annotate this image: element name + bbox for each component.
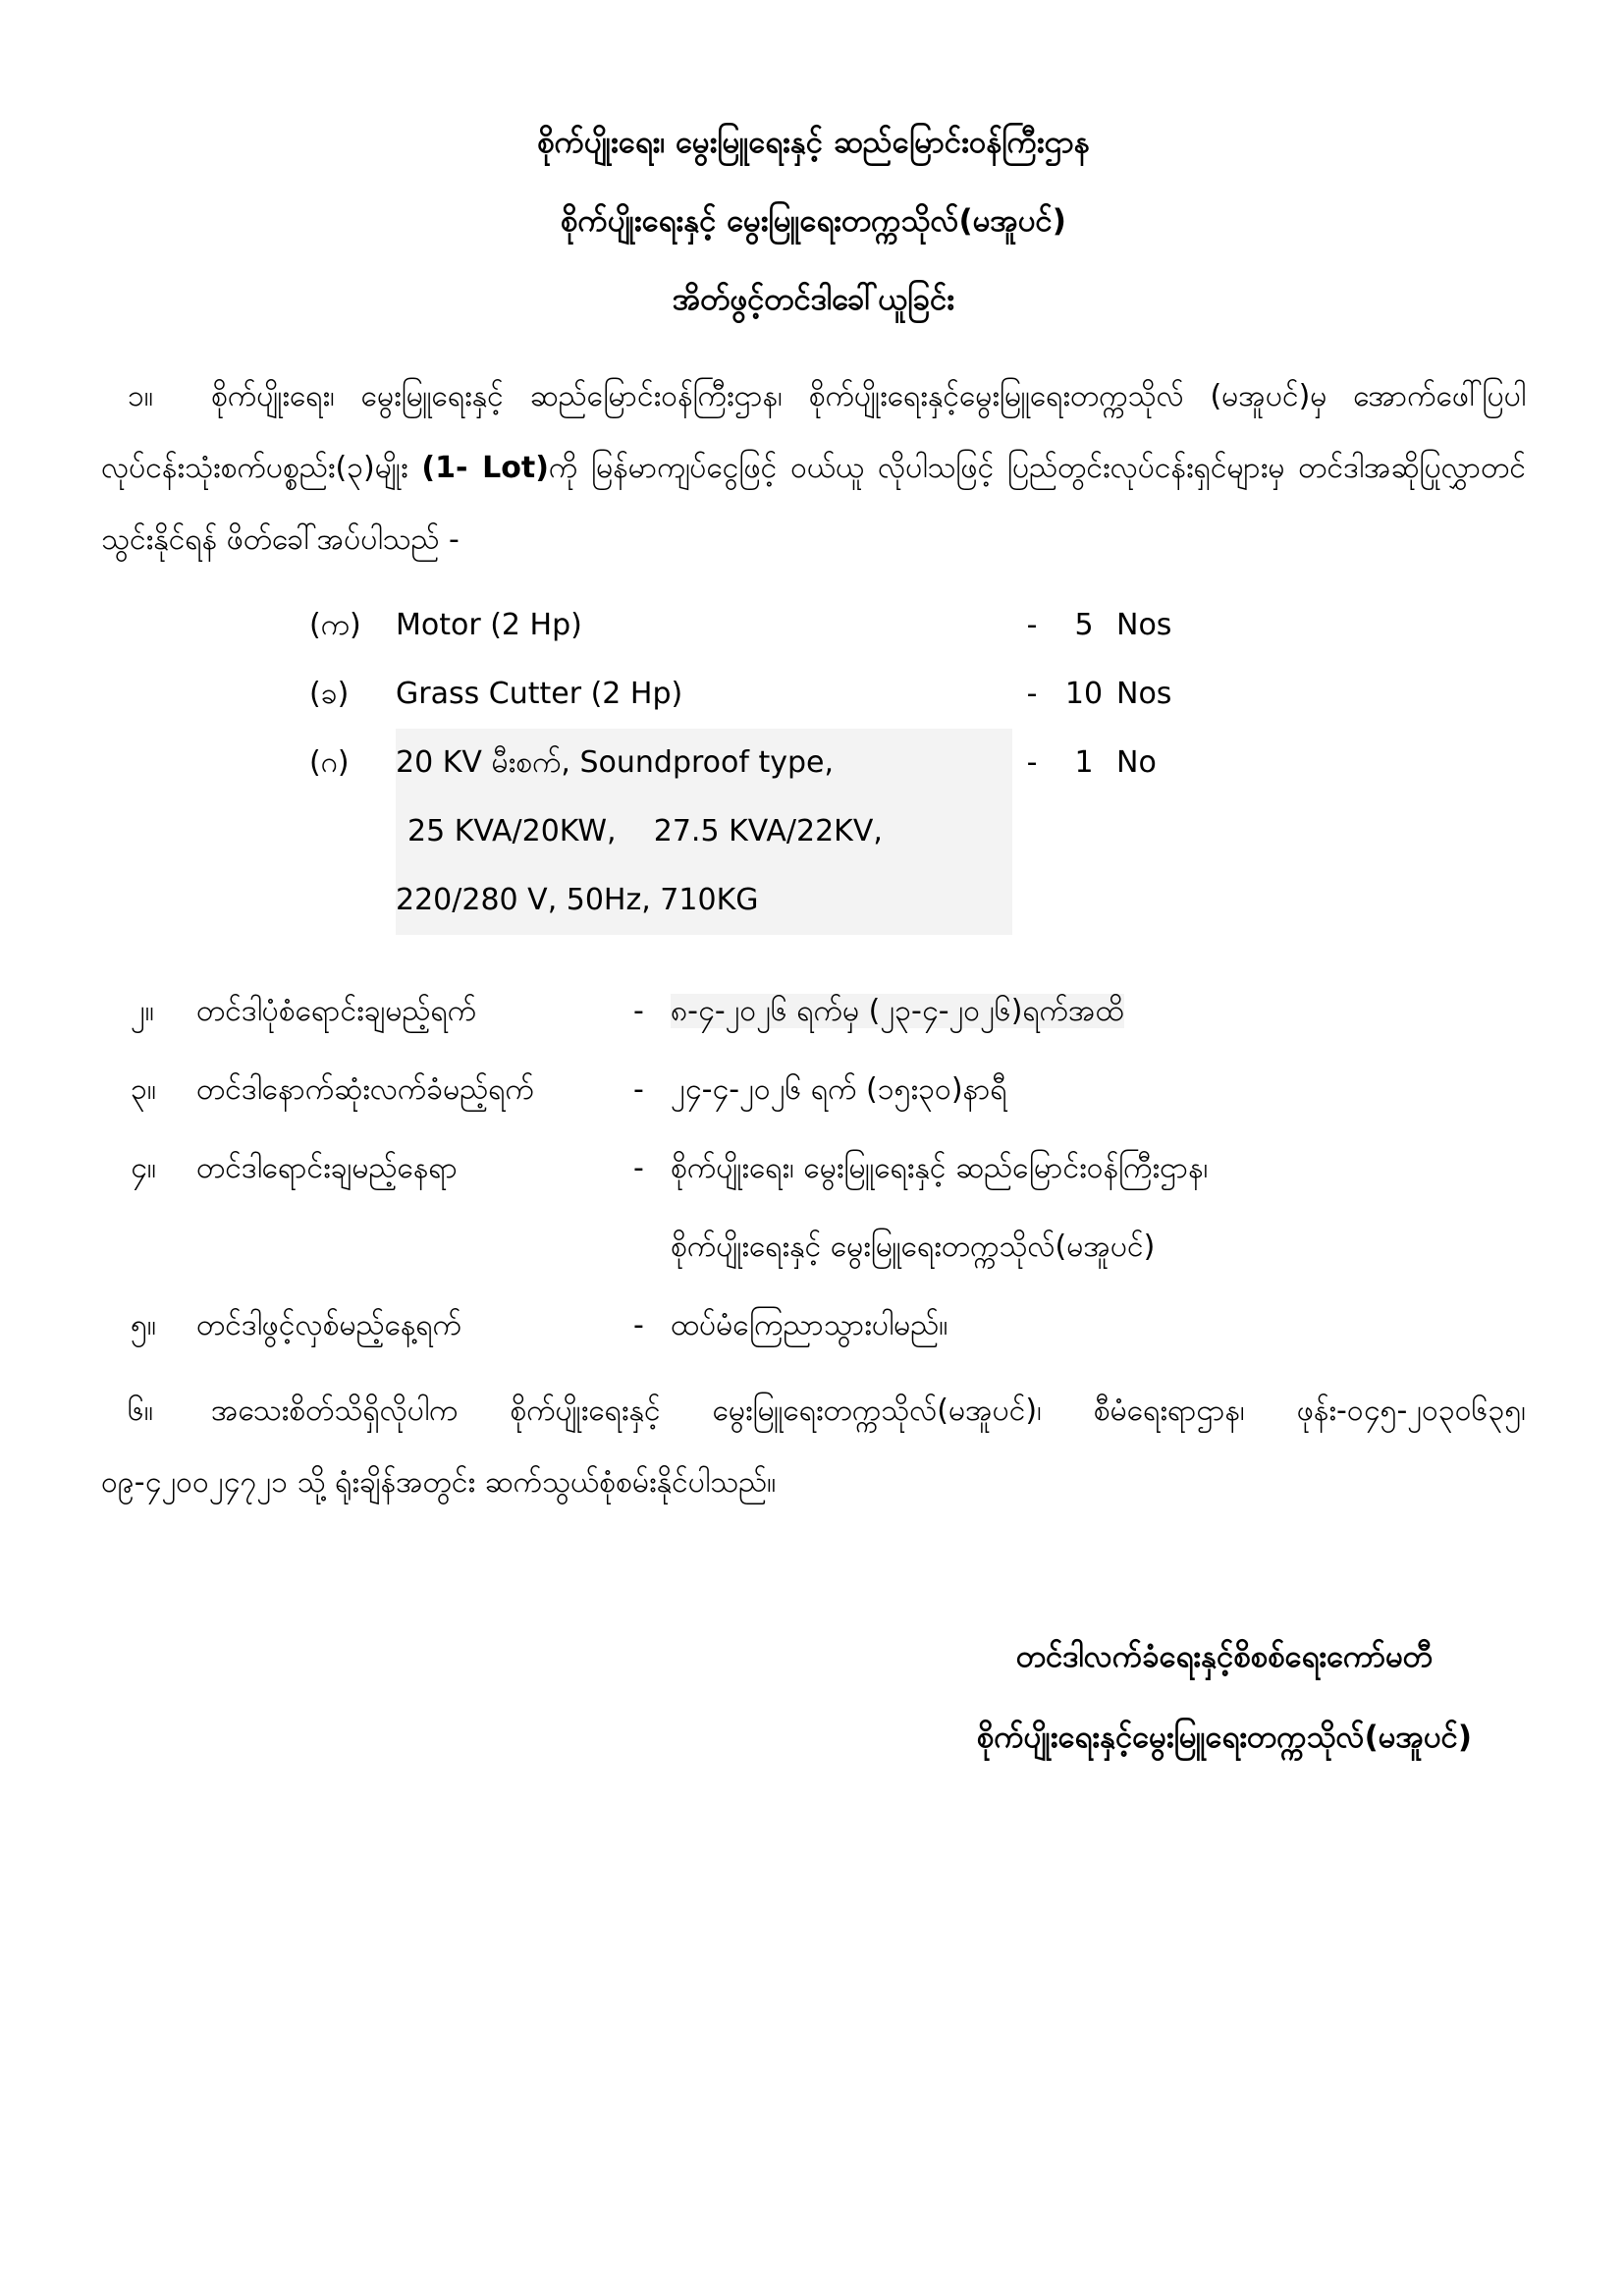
equipment-label: (ဂ) (309, 745, 350, 780)
paragraph-number-1: ၁။ (128, 379, 153, 413)
equipment-dash: - (1026, 608, 1038, 642)
equipment-row-motor (101, 591, 1526, 660)
item-value: ၈-၄-၂၀၂၆ ရက်မှ (၂၃-၄-၂၀၂၆)ရက်အထိ (671, 994, 1124, 1028)
title-line-ministry: စိုက်ပျိုးရေး၊ မွေးမြူရေးနှင့် ဆည်မြောင်းဝန်ကြီးဌာန (537, 125, 1090, 160)
generator-spec-line: 25 KVA/20KW, 27.5 KVA/22KV, (396, 797, 1012, 866)
document-title (101, 103, 1526, 339)
item-number: ၂။ (131, 994, 154, 1028)
intro-text-after-bold: ကို မြန်မာကျပ်ငွေဖြင့် ဝယ်ယူ လိုပါသဖြင့် ပြည်တွင်းလုပ်ငန်းရှင်များမှ တင်ဒါအဆိုပြုလွှာတင်သွင်းနိုင်ရန် ဖိတ်ခေါ်အပ်ပါသည် - (101, 451, 1526, 557)
signature-block (977, 1616, 1472, 1777)
item-value: စိုက်ပျိုးရေး၊ မွေးမြူရေးနှင့် ဆည်မြောင်းဝန်ကြီးဌာန၊ (671, 1151, 1209, 1185)
intro-paragraph (101, 360, 1526, 575)
detail-item-opening-date (101, 1286, 1526, 1365)
item-dash: - (633, 1151, 644, 1185)
detail-item-sale-date (101, 972, 1526, 1051)
item-dash: - (633, 1308, 644, 1342)
equipment-row-grass-cutter (101, 660, 1526, 729)
equipment-quantity: 1 (1074, 745, 1094, 780)
equipment-indent (101, 591, 309, 660)
contact-text: အသေးစိတ်သိရှိလိုပါက စိုက်ပျိုးရေးနှင့် မွေးမြူရေးတက္ကသိုလ်(မအူပင်)၊ စီမံရေးရာဌာန၊ ဖုန်း-၀၄၅-၂၀၃၀၆၃၅၊ ၀၉-၄၂၀၀၂၄၇၂၁ သို့ ရုံးချိန်အတွင်း ဆက်သွယ်စုံစမ်းနိုင်ပါသည်။ (101, 1394, 1526, 1500)
equipment-label: (က) (309, 608, 361, 642)
item-label: တင်ဒါနောက်ဆုံးလက်ခံမည့်ရက် (196, 1072, 534, 1107)
generator-spec-line: 220/280 V, 50Hz, 710KG (396, 866, 1012, 935)
detail-item-sale-place (101, 1129, 1526, 1208)
item-number: ၅။ (131, 1308, 156, 1342)
title-line-university: စိုက်ပျိုးရေးနှင့် မွေးမြူရေးတက္ကသိုလ်(မအူပင်) (561, 203, 1066, 239)
detail-item-closing-date (101, 1051, 1526, 1129)
equipment-unit: Nos (1116, 608, 1172, 642)
title-line-tender-invitation: အိတ်ဖွင့်တင်ဒါခေါ်ယူခြင်း (672, 282, 955, 317)
item-value: ၂၄-၄-၂၀၂၆ ရက် (၁၅း၃၀)နာရီ (671, 1072, 1007, 1107)
generator-spec-row-1 (101, 797, 1526, 866)
item-number: ၄။ (131, 1151, 156, 1185)
item-label: တင်ဒါပုံစံရောင်းချမည့်ရက် (196, 994, 477, 1028)
equipment-list (101, 591, 1526, 935)
item-value: ထပ်မံကြေညာသွားပါမည်။ (671, 1308, 948, 1342)
equipment-indent (101, 729, 309, 797)
intro-lot-bold-text: (1- Lot) (421, 451, 549, 485)
equipment-label: (ခ) (309, 677, 350, 711)
contact-paragraph (101, 1375, 1526, 1518)
equipment-row-generator (101, 729, 1526, 797)
equipment-name: 20 KV မီးစက်, Soundproof type, (396, 729, 1012, 797)
intro-text-before-bold: စိုက်ပျိုးရေး၊ မွေးမြူရေးနှင့် ဆည်မြောင်းဝန်ကြီးဌာန၊ စိုက်ပျိုးရေးနှင့်မွေးမြူရေးတက္ကသိုလ် (မအူပင်)မှ အောက်ဖေါ်ပြပါ လုပ်ငန်းသုံးစက်ပစ္စည်း(၃)မျိုး (101, 379, 1526, 485)
equipment-indent (101, 660, 309, 729)
equipment-dash: - (1026, 745, 1038, 780)
equipment-dash: - (1026, 677, 1038, 711)
equipment-quantity: 10 (1064, 677, 1104, 711)
item-value-line2: စိုက်ပျိုးရေးနှင့် မွေးမြူရေးတက္ကသိုလ်(မအူပင်) (671, 1230, 1156, 1264)
item-dash: - (633, 1072, 644, 1107)
generator-spec-row-2 (101, 866, 1526, 935)
equipment-name: Grass Cutter (2 Hp) (396, 677, 683, 711)
signature-committee-line: တင်ဒါလက်ခံရေးနှင့်စိစစ်ရေးကော်မတီ (1015, 1639, 1433, 1674)
equipment-unit: Nos (1116, 677, 1172, 711)
item-number: ၃။ (131, 1072, 156, 1107)
item-dash: - (633, 994, 644, 1028)
equipment-quantity: 5 (1074, 608, 1094, 642)
equipment-unit: No (1116, 745, 1157, 780)
equipment-name: Motor (2 Hp) (396, 608, 582, 642)
item-label: တင်ဒါရောင်းချမည့်နေရာ (196, 1151, 458, 1185)
item-label: တင်ဒါဖွင့်လှစ်မည့်နေ့ရက် (196, 1308, 461, 1342)
detail-item-sale-place-line2 (101, 1208, 1526, 1286)
paragraph-number-6: ၆။ (128, 1394, 153, 1428)
tender-detail-items (101, 972, 1526, 1365)
signature-university-line: စိုက်ပျိုးရေးနှင့်မွေးမြူရေးတက္ကသိုလ်(မအူပင်) (976, 1720, 1472, 1755)
